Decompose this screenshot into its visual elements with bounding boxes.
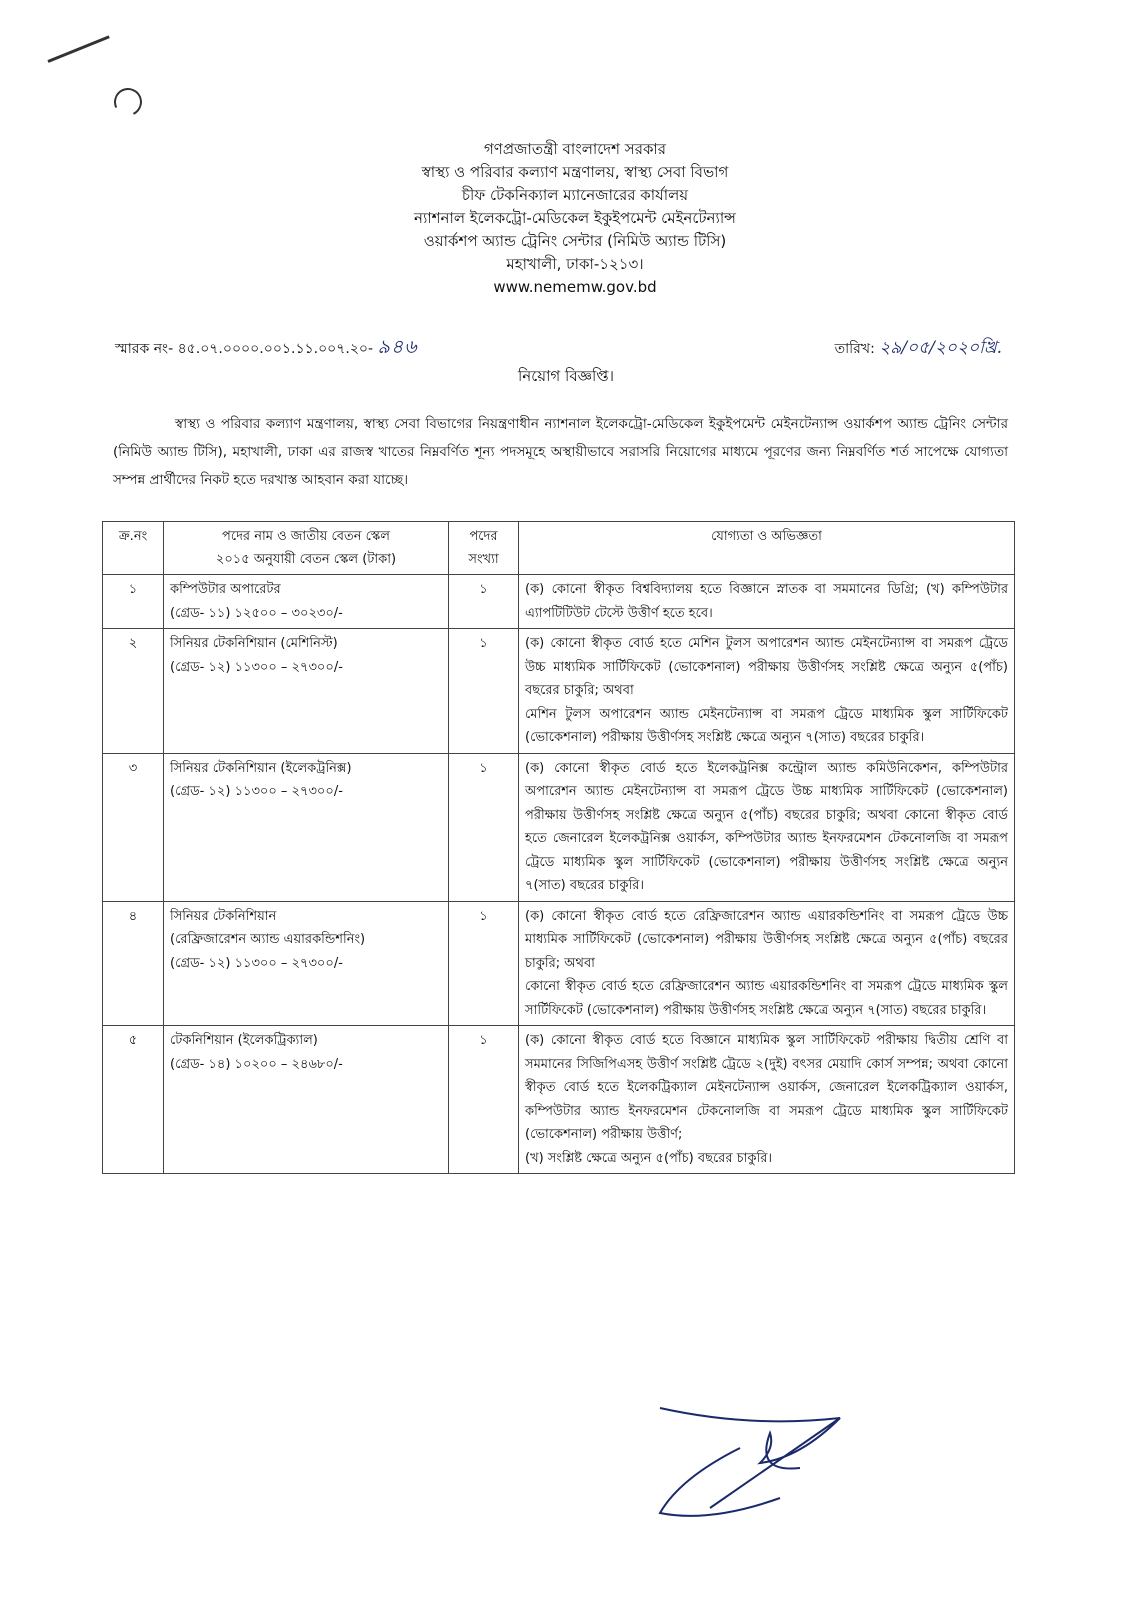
row-count: ১: [449, 753, 519, 901]
table-row: [103, 753, 1015, 901]
post-grade: (গ্রেড- ১২) ১১৩০০ – ২৭৩০০/-: [170, 784, 343, 799]
header-post-line1: পদের নাম ও জাতীয় বেতন স্কেল: [222, 529, 390, 544]
header-website[interactable]: www.nememw.gov.bd: [493, 278, 657, 296]
header-post: [164, 522, 449, 575]
header-government: গণপ্রজাতন্ত্রী বাংলাদেশ সরকার: [483, 140, 667, 158]
memo-prefix: স্মারক নং- ৪৫.০৭.০০০০.০০১.১১.০০৭.২০-: [115, 341, 374, 357]
row-qualification: [519, 629, 1015, 754]
post-grade: (গ্রেড- ১১) ১২৫০০ – ৩০২৩০/-: [170, 605, 343, 621]
qualification-text: মেশিন টুলস অপারেশন অ্যান্ড মেইনটেন্যান্স বা সমরূপ ট্রেডে মাধ্যমিক স্কুল সার্টিফিকেট (ভোকেশনাল) পরীক্ষায় উত্তীর্ণসহ সংশ্লিষ্ট ক্ষেত্রে অন্যুন ৭(সাত) বছরের চাকুরি।: [525, 706, 1008, 745]
header-serial: ক্র.নং: [103, 522, 164, 575]
date-label: তারিখ:: [834, 341, 875, 357]
post-grade: (গ্রেড- ১২) ১১৩০০ – ২৭৩০০/-: [170, 955, 343, 971]
header-count-line1: পদের: [469, 529, 498, 544]
header-ministry: স্বাস্থ্য ও পরিবার কল্যাণ মন্ত্রণালয়, স্বাস্থ্য সেবা বিভাগ: [421, 163, 729, 181]
qualification-text: (ক) কোনো স্বীকৃত বোর্ড হতে বিজ্ঞানে মাধ্যমিক স্কুল সার্টিফিকেট পরীক্ষায় দ্বিতীয় শ্রেণি বা সমমানের সিজিপিএসহ উত্তীর্ণ সংশ্লিষ্ট ট্রেডে ২(দুই) বৎসর মেয়াদি কোর্স সম্পন্ন; অথবা কোনো স্বীকৃত বোর্ড হতে ইলেকট্রিক্যাল মেইনটেন্যান্স ওয়ার্কস, জেনারেল ইলেকট্রিক্যাল ওয়ার্কস, কম্পিউটার অ্যান্ড ইনফরমেশন টেকনোলজি বা সমরূপ ট্রেডে মাধ্যমিক স্কুল সার্টিফিকেট (ভোকেশনাল) পরীক্ষায় উত্তীর্ণ;: [525, 1033, 1009, 1142]
row-serial: ৫: [103, 1026, 164, 1174]
row-post: [164, 753, 449, 901]
post-name: সিনিয়র টেকনিশিয়ান: [170, 908, 277, 924]
header-address: মহাখালী, ঢাকা-১২১৩।: [506, 255, 644, 273]
table-row: [103, 901, 1015, 1026]
row-serial: ১: [103, 575, 164, 629]
vacancy-table: [102, 521, 1015, 1174]
row-count: ১: [449, 901, 519, 1026]
row-post: [164, 1026, 449, 1174]
header-office: চীফ টেকনিক্যাল ম্যানেজারের কার্যালয়: [461, 186, 689, 204]
post-name: সিনিয়র টেকনিশিয়ান (ইলেকট্রনিক্স): [170, 760, 352, 776]
header-post-line2: ২০১৫ অনুযায়ী বেতন স্কেল (টাকা): [215, 552, 397, 567]
post-grade: (গ্রেড- ১৪) ১০২০০ – ২৪৬৮০/-: [170, 1056, 343, 1072]
post-name: কম্পিউটার অপারেটর: [170, 582, 281, 597]
notice-title: নিয়োগ বিজ্ঞপ্তি।: [517, 367, 615, 385]
intro-paragraph: স্বাস্থ্য ও পরিবার কল্যাণ মন্ত্রণালয়, স্বাস্থ্য সেবা বিভাগের নিয়ন্ত্রণাধীন ন্যাশনাল ইলেকট্রো-মেডিকেল ইকুইপমেন্ট মেইনটেন্যান্স ওয়ার্কশপ অ্যান্ড ট্রেনিং সেন্টার (নিমিউ অ্যান্ড টিসি), মহাখালী, ঢাকা এর রাজস্ব খাতের নিম্নবর্ণিত শূন্য পদসমূহে অস্থায়ীভাবে সরাসরি নিয়োগের মাধ্যমে পূরণের জন্য নিম্নবর্ণিত শর্ত সাপেক্ষে যোগ্যতা সম্পন্ন প্রার্থীদের নিকট হতে দরখাস্ত আহবান করা যাচ্ছে।: [113, 416, 1008, 488]
row-qualification: [519, 575, 1015, 629]
memo-number: [115, 333, 418, 365]
row-serial: ২: [103, 629, 164, 754]
memo-handwritten-number: ৯৪৬: [377, 336, 418, 358]
post-name: সিনিয়র টেকনিশিয়ান (মেশিনিস্ট): [170, 636, 338, 651]
table-row: [103, 629, 1015, 754]
qualification-text: (ক) কোনো স্বীকৃত বোর্ড হতে ইলেকট্রনিক্স কন্ট্রোল অ্যান্ড কমিউনিকেশন, কম্পিউটার অপারেশন অ্যান্ড মেইনটেন্যান্স বা সমরূপ ট্রেডে উচ্চ মাধ্যমিক সার্টিফিকেট (ভোকেশনাল) পরীক্ষায় উত্তীর্ণসহ সংশ্লিষ্ট ক্ষেত্রে অন্যুন ৫(পাঁচ) বছরের চাকুরি; অথবা কোনো স্বীকৃত বোর্ড হতে জেনারেল ইলেকট্রনিক্স ওয়ার্কস, কম্পিউটার অ্যান্ড ইনফরমেশন টেকনোলজি বা সমরূপ ট্রেডে মাধ্যমিক স্কুল সার্টিফিকেট (ভোকেশনাল) পরীক্ষায় উত্তীর্ণসহ সংশ্লিষ্ট ক্ষেত্রে অন্যুন ৭(সাত) বছরের চাকুরি।: [525, 760, 1008, 893]
table-row: [103, 1026, 1015, 1174]
issue-date: [835, 335, 1002, 363]
signature-icon: [650, 1388, 870, 1528]
row-serial: ৩: [103, 753, 164, 901]
header-institute-cont: ওয়ার্কশপ অ্যান্ড ট্রেনিং সেন্টার (নিমিউ অ্যান্ড টিসি): [423, 232, 727, 250]
office-header: [300, 138, 850, 299]
scan-mark: [47, 35, 109, 63]
punch-hole-mark: [110, 84, 146, 120]
row-post: [164, 901, 449, 1026]
row-serial: ৪: [103, 901, 164, 1026]
row-count: ১: [449, 575, 519, 629]
header-count-line2: সংখ্যা: [468, 552, 499, 567]
row-qualification: [519, 901, 1015, 1026]
post-name: টেকনিশিয়ান (ইলেকট্রিক্যাল): [170, 1033, 318, 1048]
row-post: [164, 575, 449, 629]
post-grade: (গ্রেড- ১২) ১১৩০০ – ২৭৩০০/-: [170, 659, 343, 675]
header-count: [449, 522, 519, 575]
qualification-text: (ক) কোনো স্বীকৃত বোর্ড হতে রেফ্রিজারেশন অ্যান্ড এয়ারকন্ডিশনিং বা সমরূপ ট্রেডে উচ্চ মাধ্যমিক সার্টিফিকেট (ভোকেশনাল) পরীক্ষায় উত্তীর্ণসহ সংশ্লিষ্ট ক্ষেত্রে অন্যুন ৫(পাঁচ) বছরের চাকুরি; অথবা: [525, 908, 1008, 971]
table-row: [103, 575, 1015, 629]
qualification-text: (ক) কোনো স্বীকৃত বিশ্ববিদ্যালয় হতে বিজ্ঞানে স্নাতক বা সমমানের ডিগ্রি; (খ) কম্পিউটার এ্যাপটিটিউট টেস্টে উত্তীর্ণ হতে হবে।: [525, 582, 1008, 621]
qualification-text: (খ) সংশ্লিষ্ট ক্ষেত্রে অন্যুন ৫(পাঁচ) বছরের চাকুরি।: [525, 1150, 773, 1166]
header-qualification: যোগ্যতা ও অভিজ্ঞতা: [519, 522, 1015, 575]
row-qualification: [519, 1026, 1015, 1174]
row-count: ১: [449, 1026, 519, 1174]
date-value: ২৯/০৫/২০২০খ্রি.: [879, 338, 1002, 358]
qualification-text: কোনো স্বীকৃত বোর্ড হতে রেফ্রিজারেশন অ্যান্ড এয়ারকন্ডিশনিং বা সমরূপ ট্রেডে মাধ্যমিক স্কুল সার্টিফিকেট (ভোকেশনাল) পরীক্ষায় উত্তীর্ণসহ সংশ্লিষ্ট ক্ষেত্রে অন্যুন ৭(সাত) বছরের চাকুরি।: [525, 979, 1008, 1018]
row-post: [164, 629, 449, 754]
row-count: ১: [449, 629, 519, 754]
qualification-text: (ক) কোনো স্বীকৃত বোর্ড হতে মেশিন টুলস অপারেশন অ্যান্ড মেইনটেন্যান্স বা সমরূপ ট্রেডে উচ্চ মাধ্যমিক সার্টিফিকেট (ভোকেশনাল) পরীক্ষায় উত্তীর্ণসহ সংশ্লিষ্ট ক্ষেত্রে অন্যুন ৫(পাঁচ) বছরের চাকুরি; অথবা: [525, 636, 1008, 698]
row-qualification: [519, 753, 1015, 901]
header-institute: ন্যাশনাল ইলেকট্রো-মেডিকেল ইকুইপমেন্ট মেইনটেন্যান্স: [414, 209, 736, 227]
post-name-cont: (রেফ্রিজারেশন অ্যান্ড এয়ারকন্ডিশনিং): [170, 932, 366, 947]
table-header-row: [103, 522, 1015, 575]
